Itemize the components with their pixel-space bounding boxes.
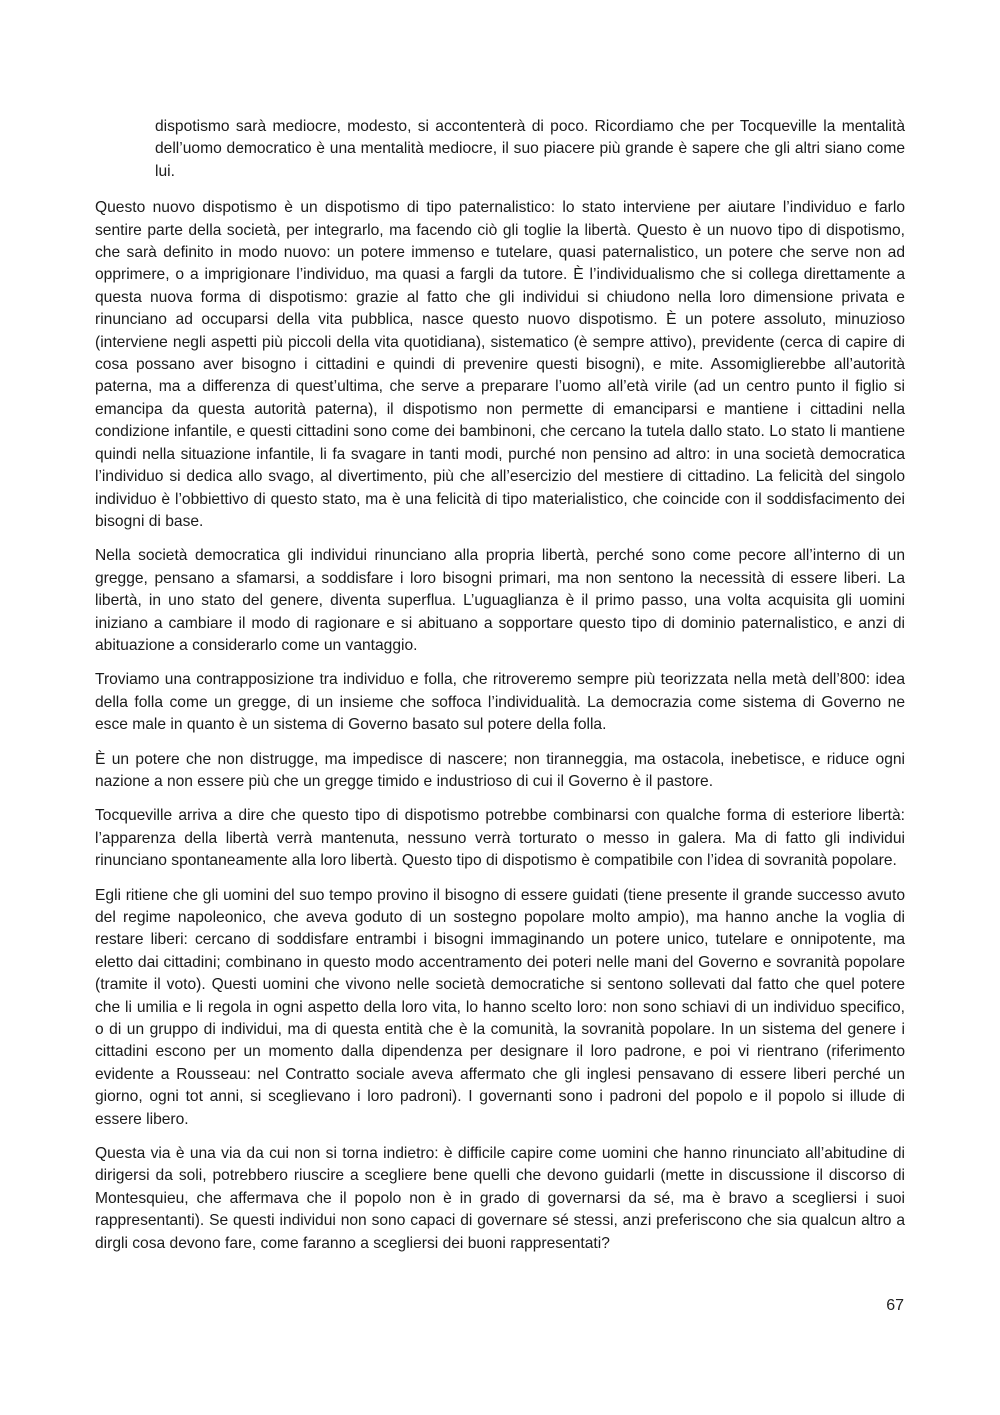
page-number: 67 — [886, 1297, 904, 1314]
paragraph-exterior-liberty: Tocqueville arriva a dire che questo tipo di dispotismo potrebbe combinarsi con qualche forma di esteriore libertà: l’apparenza della libertà verrà mantenuta, nessuno verrà torturato o messo in galera. Ma di fatto gli individui rinunciano spontaneamente alla loro libertà. Questo tipo di dispotismo è compatibile con l’idea di sovranità popolare. — [95, 807, 905, 870]
page-body — [95, 116, 905, 1267]
paragraph-renounce-liberty: Nella società democratica gli individui rinunciano alla propria libertà, perché sono come pecore all’interno di un gregge, pensano a sfamarsi, a soddisfare i loro bisogni primari, ma non sentono la necessità di essere liberi. La libertà, in uno stato del genere, diventa superflua. L’uguaglianza è il primo passo, una volta acquisita gli uomini iniziano a cambiare il modo di ragionare e si abituano a sopportare questo tipo di dominio paternalistico, e anzi di abituazione a considerarlo come un vantaggio. — [95, 547, 905, 654]
paragraph-individual-vs-crowd: Troviamo una contrapposizione tra individuo e folla, che ritroveremo sempre più teorizzata nella metà dell’800: idea della folla come un gregge, di un insieme che soffoca l’individualità. La democrazia come sistema di Governo ne esce male in quanto è un sistema di Governo basato sul potere della folla. — [95, 671, 905, 734]
quoted-continuation: dispotismo sarà mediocre, modesto, si accontenterà di poco. Ricordiamo che per Tocqueville la mentalità dell’uomo democratico è una mentalità mediocre, il suo piacere più grande è sapere che gli altri siano come lui. — [155, 118, 905, 180]
paragraph-no-way-back: Questa via è una via da cui non si torna indietro: è difficile capire come uomini che hanno rinunciato all’abitudine di dirigersi da soli, potrebbero riuscire a scegliere bene quelli che devono guidarli (mette in discussione il discorso di Montesquieu, che affermava che il popolo non è in grado di governarsi da sé, ma è bravo a scegliersi i suoi rappresentanti). Se questi individui non sono capaci di governare sé stessi, anzi preferiscono che sia qualcun altro a dirgli cosa devono fare, come faranno a scegliersi dei buoni rappresentati? — [95, 1145, 905, 1252]
paragraph-paternalistic-despotism: Questo nuovo dispotismo è un dispotismo di tipo paternalistico: lo stato interviene per aiutare l’individuo e farlo sentire parte della società, per integrarlo, ma facendo ciò gli toglie la libertà. Questo è un nuovo tipo di dispotismo, che sarà definito in modo nuovo: un potere immenso e tutelare, quasi paternalistico, un potere che serve non ad opprimere, o a imprigionare l’individuo, ma quasi a fargli da tutore. È l’individualismo che si collega direttamente a questa nuova forma di dispotismo: grazie al fatto che gli individui si chiudono nella loro dimensione privata e rinunciano ad occuparsi della vita pubblica, nasce questo nuovo dispotismo. È un potere assoluto, minuzioso (interviene negli aspetti più piccoli della vita quotidiana), sistematico (è sempre attivo), previdente (cerca di capire di cosa possano aver bisogno i cittadini e quindi di prevenire questi bisogni), e mite. Assomiglierebbe all’autorità paterna, ma a differenza di quest’ultima, che serve a preparare l’uomo all’età virile (ad un centro punto il figlio si emancipa da questa autorità paterna), il dispotismo non permette di emanciparsi e mantiene i cittadini nella condizione infantile, e questi cittadini sono come dei bambinoni, che cercano la tutela dallo stato. Lo stato li mantiene quindi nella situazione infantile, li fa svagare in tanti modi, purché non pensino ad altro: in una società democratica l’individuo si dedica allo svago, al divertimento, più che all’esercizio del mestiere di cittadino. La felicità del singolo individuo è l’obbiettivo di questo stato, ma è una felicità di tipo materialistico, che coincide con il soddisfacimento dei bisogni di base. — [95, 199, 905, 530]
paragraph-popular-sovereignty: Egli ritiene che gli uomini del suo tempo provino il bisogno di essere guidati (tiene presente il grande successo avuto del regime napoleonico, che aveva goduto di un sostegno popolare molto ampio), ma hanno anche la voglia di restare liberi: cercano di soddisfare entrambi i bisogni immaginando un potere unico, tutelare e onnipotente, ma eletto dai cittadini; combinano in questo modo accentramento dei poteri nelle mani del Governo e sovranità popolare (tramite il voto). Questi uomini che vivono nelle società democratiche si sentono sollevati dal fatto che quel potere che li umilia e li regola in ogni aspetto della loro vita, lo hanno scelto loro: non sono schiavi di un individuo specifico, o di un gruppo di individui, ma di questa entità che è la comunità, la sovranità popolare. In un sistema del genere i cittadini escono per un momento dalla dipendenza per designare il loro padrone, e poi vi rientrano (riferimento evidente a Rousseau: nel Contratto sociale aveva affermato che gli inglesi pensavano di essere liberi perché un giorno, ogni tot anni, si sceglievano i loro padroni). I governanti sono i padroni del popolo e il popolo si illude di essere libero. — [95, 886, 905, 1128]
paragraph-power-hinders: È un potere che non distrugge, ma impedisce di nascere; non tiranneggia, ma ostacola, inebetisce, e riduce ogni nazione a non essere più che un gregge timido e industrioso di cui il Governo è il pastore. — [95, 750, 905, 790]
